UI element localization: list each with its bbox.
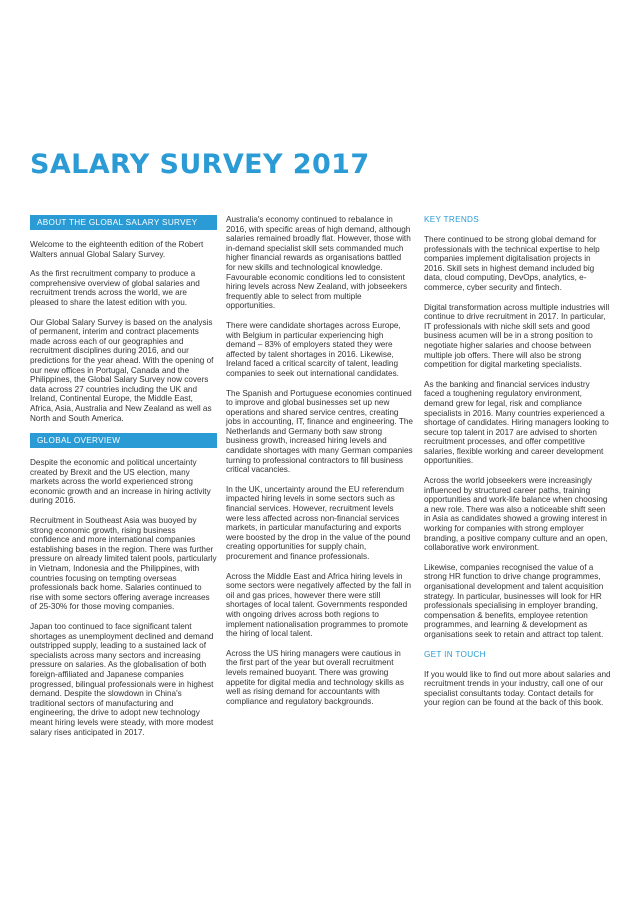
paragraph: There were candidate shortages across Europe, with Belgium in particular experiencing high demand – 83% of employers stated they were affected by talent shortages in 2016. Likewise, Ireland faced a critical scarcity of talent, leading companies to seek out international candidates. [226, 320, 401, 378]
section-heading-key-trends: KEY TRENDS [424, 215, 480, 224]
paragraph: Recruitment in Southeast Asia was buoyed by strong economic growth, rising business confidence and more international companies establishing bases in the region. There was further pressure on already limited talent pools, particularly in Vietnam, Indonesia and the Philippines, with countries focusing on tempting overseas professionals back home. Salaries continued to rise with some sectors offering average increases of 25-30% for those moving companies. [30, 516, 217, 612]
column-right [424, 215, 611, 718]
paragraph: Despite the economic and political uncertainty created by Brexit and the US election, many markets across the world experienced strong economic growth and an increase in hiring activity during 2016. [30, 458, 211, 506]
paragraph: Across the Middle East and Africa hiring levels in some sectors were negatively affected by the fall in oil and gas prices, however there were still shortages of local talent. Governments responded with ongoing drives across both regions to implement nationalisation programmes to promote the hiring of local talent. [226, 571, 412, 639]
column-left [30, 215, 217, 747]
paragraph: Our Global Salary Survey is based on the analysis of permanent, interim and contract placements made across each of our geographies and recruitment disciplines during 2016, and our predictions for the year ahead. With the opening of our new offices in Portugal, Canada and the Philippines, the Global Salary Survey now covers data across 27 countries including the UK and Ireland, Continental Europe, the Middle East, Africa, Asia, Australia and New Zealand as well as North and South America. [30, 317, 214, 423]
paragraph: Digital transformation across multiple industries will continue to drive recruitment in 2017. In particular, IT professionals with niche skill sets and good business acumen will be in a strong position to negotiate higher salaries and choose between multiple job offers. There will also be strong competition for digital marketing specialists. [424, 302, 610, 370]
paragraph: As the first recruitment company to produce a comprehensive overview of global salaries and recruitment trends across the world, we are pleased to share the latest edition with you. [30, 269, 200, 307]
paragraph: Across the world jobseekers were increasingly influenced by structured career paths, training opportunities and work-life balance when choosing a new role. There was also a noticeable shift seen in Asia as candidates showed a growing interest in working for companies with strong employer branding, a positive company culture and an open, collaborative work environment. [424, 476, 608, 553]
paragraph: In the UK, uncertainty around the EU referendum impacted hiring levels in some sectors such as financial services. However, recruitment levels were less affected across non-financial services markets, in particular manufacturing and exports were boosted by the drop in the value of the pound creating opportunities for supply chain, procurement and finance professionals. [226, 484, 411, 561]
page-title: SALARY SURVEY 2017 [30, 149, 370, 180]
paragraph: The Spanish and Portuguese economies continued to improve and global businesses set up new operations and shared service centres, creating jobs in accounting, IT, finance and engineering. The Netherlands and Germany both saw strong business growth, increased hiring levels and candidate shortages with many German companies turning to professional contractors to fill business critical vacancies. [226, 388, 413, 475]
paragraph: As the banking and financial services industry faced a toughening regulatory environment, demand grew for legal, risk and compliance specialists in 2016. Many countries experienced a shortage of candidates. Hiring managers looking to secure top talent in 2017 are advised to shorten recruitment processes, and offer competitive salaries, flexible working and career development opportunities. [424, 379, 609, 466]
paragraph: If you would like to find out more about salaries and recruitment trends in your industry, call one of our specialist consultants today. Contact details for your region can be found at the back of this book. [424, 669, 611, 708]
paragraph: There continued to be strong global demand for professionals with the technical expertise to help companies implement digitalisation projects in 2016. Skill sets in highest demand included big data, cloud computing, DevOps, analytics, e-commerce, cyber security and fintech. [424, 235, 600, 292]
section-heading-about: ABOUT THE GLOBAL SALARY SURVEY [30, 215, 217, 230]
column-middle [226, 215, 413, 716]
paragraph: Japan too continued to face significant talent shortages as unemployment declined and demand outstripped supply, leading to a sustained lack of specialists across many sectors and increasing pressure on salaries. As the globalisation of both foreign-affiliated and Japanese companies progressed, bilingual professionals were in highest demand. Despite the slowdown in China's traditional sectors of manufacturing and engineering, the drive to adopt new technology meant hiring levels were steady, with more modest salary rises anticipated in 2017. [30, 622, 214, 737]
paragraph: Australia's economy continued to rebalance in 2016, with specific areas of high demand, although salaries remained broadly flat. However, those with in-demand specialist skill sets commanded much higher financial rewards as organisations battled for new skills and technological knowledge. Favourable economic conditions led to consistent hiring levels across New Zealand, with jobseekers frequently able to select from multiple opportunities. [226, 215, 411, 311]
section-heading-get-in-touch: GET IN TOUCH [424, 649, 486, 659]
paragraph: Welcome to the eighteenth edition of the Robert Walters annual Global Salary Survey. [30, 240, 204, 259]
section-heading-global-overview: GLOBAL OVERVIEW [30, 433, 217, 448]
paragraph: Likewise, companies recognised the value of a strong HR function to drive change programmes, organisational development and talent acquisition strategy. In particular, businesses will look for HR professionals specialising in employer branding, compensation & benefits, employee retention programmes, and learning & development as organisations seek to retain and attract top talent. [424, 562, 604, 639]
paragraph: Across the US hiring managers were cautious in the first part of the year but overall recruitment levels remained buoyant. There was growing appetite for digital media and technology skills as well as rising demand for accountants with compliance and regulatory backgrounds. [226, 648, 404, 706]
